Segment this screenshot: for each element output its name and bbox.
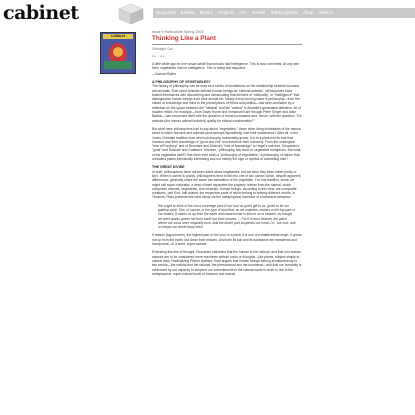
cube-logo-icon xyxy=(111,3,151,25)
nav-item-books[interactable]: Books xyxy=(199,10,213,15)
article-title: Thinking Like a Plant xyxy=(152,34,216,42)
cover-title: Cabinet xyxy=(110,34,126,38)
main-nav xyxy=(153,8,415,18)
cover-art-shape xyxy=(104,61,132,69)
nav-item-magazine[interactable]: Magazine xyxy=(156,10,176,15)
site-logo[interactable] xyxy=(3,2,148,24)
article xyxy=(152,30,302,280)
nav-item-rental[interactable]: Rental xyxy=(252,10,266,15)
nav-item-subscriptions[interactable]: Subscriptions xyxy=(270,10,298,15)
cover-masthead xyxy=(103,34,133,39)
issue-cover-image[interactable] xyxy=(100,32,136,74)
nav-item-info[interactable]: Info xyxy=(239,10,248,15)
article-author[interactable]: Christoph Cox xyxy=(152,46,173,51)
cover-art-shape xyxy=(113,47,123,57)
paragraph: If reason (logos/noein), the highest part of the soul, is a plant, it is one of extraterrestrial origin. It grows not up from the earth, but down from heaven. And both its soil and its substance are immaterial and incorporeal—in a word, super-natural. xyxy=(152,233,302,247)
epigraph: A little while ago no one would admit that animals had intelligence. This is now conceded. At any rate, then, vegetables had no intelligence. This is being fast disputed. xyxy=(152,62,300,71)
nav-item-events[interactable]: Events xyxy=(180,10,195,15)
paragraph: But what have philosophers had to say about "vegetables," those other living inhabitants of the natural world to which humans and animals (and perhaps figuratively) owe their sustenance? After all, in the Judeo-Christian tradition from which philosophy incidentally grows, it is to a plant lent its fruit that humans owe their knowledge of "good and evil" and therefore their humanity. From the ontological "tree of Porphyry" and of Bernhard and Diderot's "tree of knowledge" to Hegel's oak tree, Descartes's "gods" and Deleuze and Guattari's "rhizome," philosophy has lived on vegetative metaphors. But what of the vegetative itself? Has there ever been a "philosophy of vegetables," a philosophy of nature that considers plants intrinsically interesting and not merely the sign or symbol of something else? xyxy=(152,126,301,162)
issue-kicker[interactable]: Issue 9 Horticulture Spring 2003 xyxy=(152,30,204,34)
paragraph: In truth, philosophers have not been silent about vegetables, but we have they been either pretty or kind. When it comes to plants, philosophers tend to fall into one of two camps which, despite apparent differences, generally share the same low estimation of the vegetable. For one tradition, which we might call super-naturalist, a deep chasm separates the properly human from the natural, which comprises animals, vegetables, and minerals. Human beings, according to this view, are composite creatures, half God, half animal, the respective parts of which belong to entirely different worlds. In Timaeus, Plato presents this view nicely via the metaphysical inversion of a botanical metaphor: xyxy=(152,169,301,200)
nav-item-shop[interactable]: Shop xyxy=(302,10,314,15)
section-heading: THE GREAT DIVIDE xyxy=(152,165,185,170)
paragraph: The history of philosophy can be read as a series of meditations on the relationship between humans and animals. Ever since Aristotle defined human beings as "rational animals," philosophers have busied themselves with discovering and demarcating that element of "rationality" or "intelligence" that distinguishes human beings from their animal kin. Nearly every burning issue in philosophy—from the nature of knowledge and mind to the prescriptions of ethics and politics—has been animated by a reflection on the space between the "rational" and the "animal" in Aristotle's generative definition. All of modern ethics, for example—from David Hume and Immanuel Kant through Peter Singer and Alain Badiou—has concerned itself with the question of moral boundaries and, hence, with the question, "Do animals (the human animal included) qualify for ethical consideration?" xyxy=(152,84,302,123)
block-quote: We ought to think of the most sovereign part of our soul as god's gift to us, given to be our guiding spirit. This, of course, is the type of soul that, as we maintain, resides in the top part of our bodies. It raises us up from the earth and toward what is akin to us in heaven, as though we were plants grown not from earth but from heaven. ... For it is from heaven, the place where our souls were originally born, that the divine part suspends our head, i.e., our root, and so keeps our whole body erect. xyxy=(158,203,296,230)
nav-item-search[interactable]: Search xyxy=(318,10,334,15)
site-header xyxy=(0,0,415,25)
logo-wordmark: cabinet xyxy=(3,2,79,24)
epigraph-attribution: —Samuel Butler xyxy=(152,71,177,76)
paragraph: Extending this line of thought, Descartes maintains that the human is the rational, and that non-human animals are to be considered mere machines without souls or thoughts—like plants, subject simply to natural laws. Radicalizing Plato's dualism, Kant argues that human beings belong simultaneously to two worlds—the natural and the rational, the phenomenal and the noumenal—and that our humanity is evidenced by our capacity to suspend our commitments to the natural world in order to live in the metaphysical, super-natural world of freedom and reason. xyxy=(152,250,302,276)
section-heading: A PHILOSOPHY OF VEGETABLES? xyxy=(152,79,211,84)
title-divider xyxy=(152,44,302,45)
text-size-controls[interactable]: Aa · Aa xyxy=(152,53,165,58)
nav-item-projects[interactable]: Projects xyxy=(217,10,235,15)
